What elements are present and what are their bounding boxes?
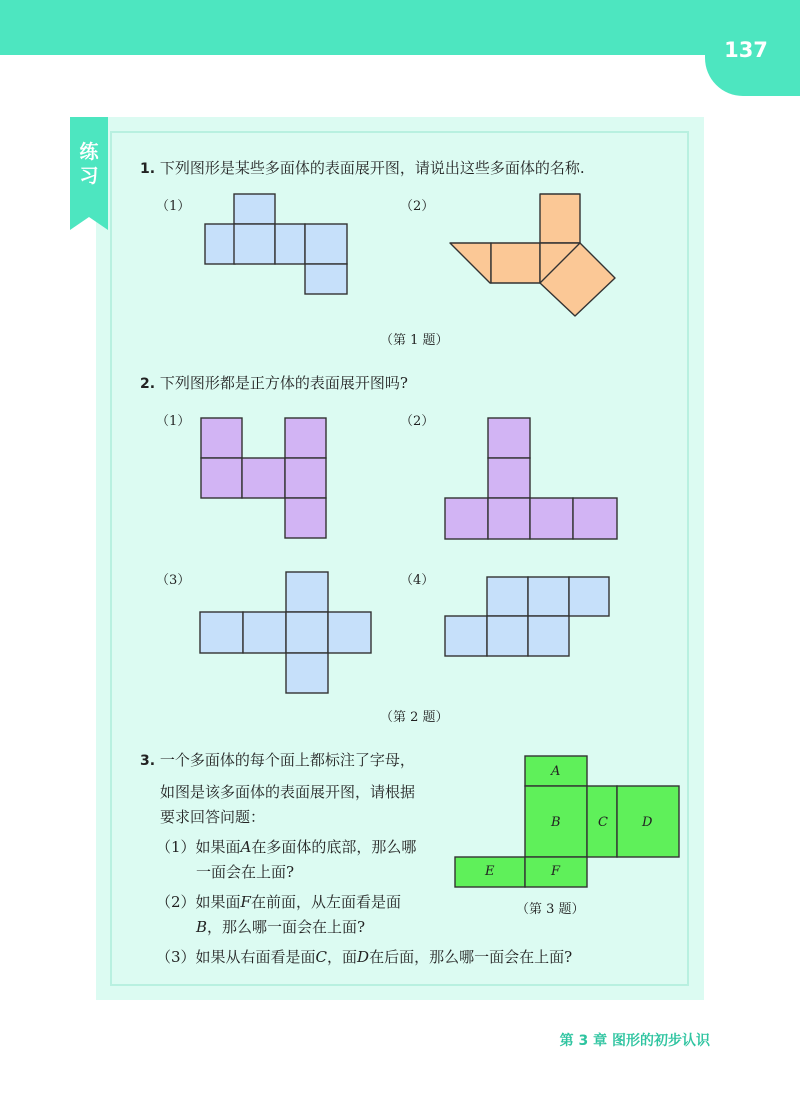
face-variable: F (240, 893, 251, 911)
figure-label: （1） (156, 414, 191, 429)
figure-label: （2） (400, 199, 435, 214)
face-label: D (642, 815, 653, 830)
figure-caption: （第 2 题） (380, 710, 449, 725)
text-part: （2）如果面 (156, 893, 241, 911)
figure-caption: （第 3 题） (516, 902, 585, 917)
face-label: C (598, 815, 608, 830)
sub-question-1-cont: 一面会在上面? (196, 863, 295, 881)
face-label: E (485, 864, 495, 879)
question-number: 2. (140, 376, 156, 392)
text-part: （1）如果面 (156, 838, 241, 856)
figure-label: （4） (400, 573, 435, 588)
figure-caption: （第 1 题） (380, 333, 449, 348)
face-label: B (551, 815, 561, 830)
exercise-tag-char: 练 (79, 141, 99, 163)
question-number: 1. (140, 161, 156, 177)
figure-label: （2） (400, 414, 435, 429)
text-part: （3）如果从右面看是面 (156, 948, 316, 966)
exercise-tag-char: 习 (79, 165, 99, 187)
text-part: ，面 (327, 948, 358, 966)
figure-label: （1） (156, 199, 191, 214)
face-variable: B (196, 918, 208, 936)
face-variable: A (240, 838, 252, 856)
question-text: 一个多面体的每个面上都标注了字母， (159, 751, 415, 769)
question-number: 3. (140, 753, 156, 769)
text-part: ，那么哪一面会在上面? (207, 918, 366, 936)
question-text: 下列图形都是正方体的表面展开图吗? (159, 374, 408, 392)
question-text: 如图是该多面体的表面展开图，请根据 (160, 783, 416, 801)
text-part: 在后面，那么哪一面会在上面? (369, 948, 573, 966)
question-text: 下列图形是某些多面体的表面展开图，请说出这些多面体的名称. (159, 159, 585, 177)
face-variable: C (315, 948, 328, 966)
text-part: 在多面体的底部，那么哪 (251, 838, 417, 856)
page-number: 137 (724, 38, 768, 62)
figure-label: （3） (156, 573, 191, 588)
question-text: 要求回答问题： (160, 808, 266, 826)
face-variable: D (357, 948, 370, 966)
chapter-footer: 第 3 章 图形的初步认识 (559, 1033, 710, 1049)
text-part: 在前面，从左面看是面 (250, 893, 401, 911)
face-label: A (551, 764, 561, 779)
face-label: F (551, 864, 561, 879)
